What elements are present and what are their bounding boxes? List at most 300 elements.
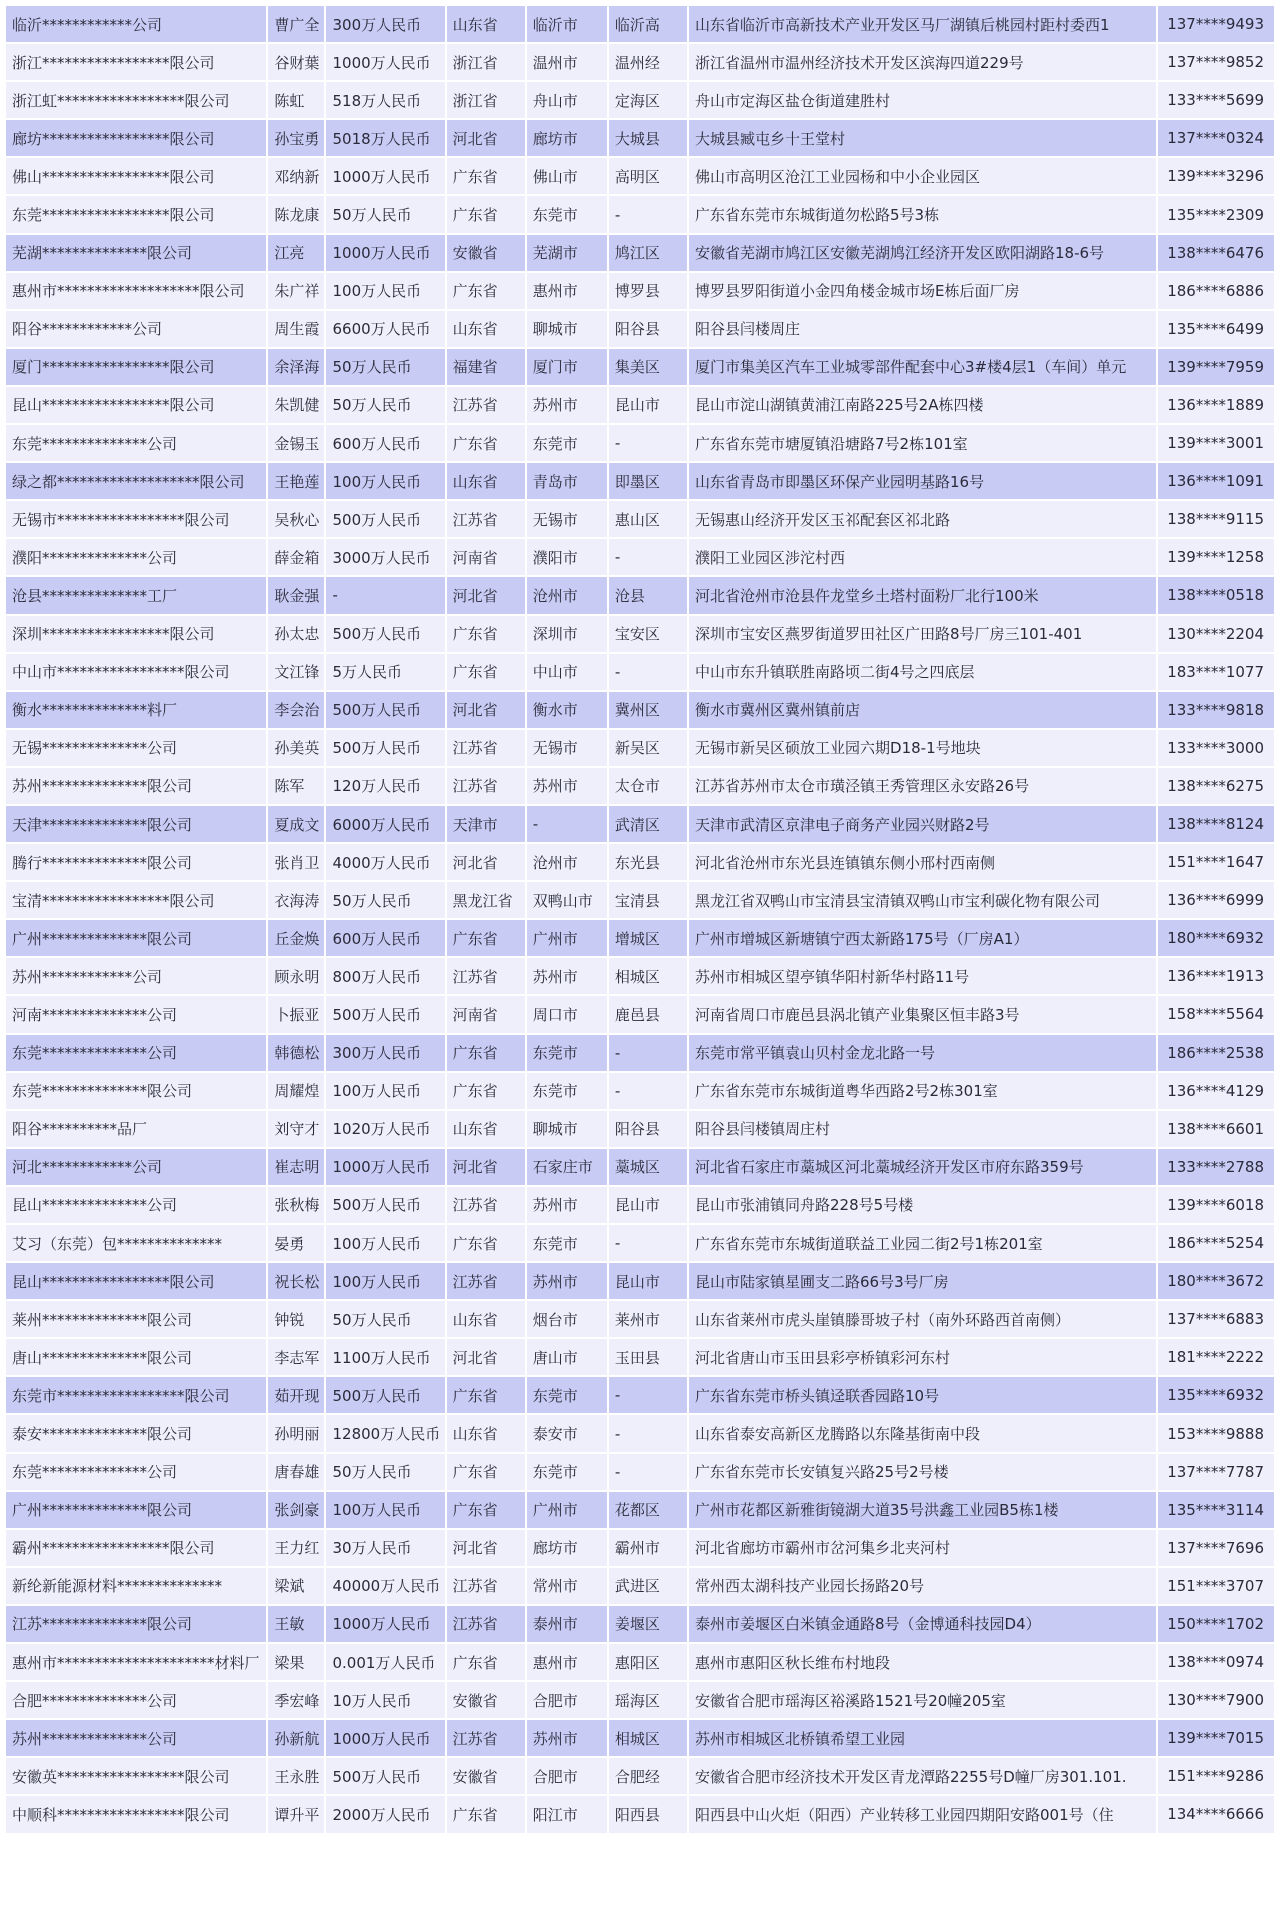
company-name-cell: 昆山*****************限公司 xyxy=(6,1263,266,1299)
company-name-cell: 浙江*****************限公司 xyxy=(6,44,266,80)
address-cell: 河北省廊坊市霸州市岔河集乡北夹河村 xyxy=(689,1530,1156,1566)
address-cell: 深圳市宝安区燕罗街道罗田社区广田路8号厂房三101-401 xyxy=(689,616,1156,652)
district-cell: 惠山区 xyxy=(609,501,687,537)
legal-representative-cell: 丘金焕 xyxy=(268,920,324,956)
address-cell: 安徽省合肥市瑶海区裕溪路1521号20幢205室 xyxy=(689,1682,1156,1718)
registered-capital-cell: 50万人民币 xyxy=(326,1301,444,1337)
city-cell: 濮阳市 xyxy=(527,539,607,575)
phone-cell: 183****1077 xyxy=(1158,654,1274,690)
registered-capital-cell: 50万人民币 xyxy=(326,196,444,232)
district-cell: 温州经 xyxy=(609,44,687,80)
city-cell: 阳江市 xyxy=(527,1796,607,1832)
registered-capital-cell: 1000万人民币 xyxy=(326,1149,444,1185)
legal-representative-cell: 李会治 xyxy=(268,692,324,728)
registered-capital-cell: 50万人民币 xyxy=(326,349,444,385)
district-cell: 沧县 xyxy=(609,577,687,613)
district-cell: 新吴区 xyxy=(609,730,687,766)
table-row xyxy=(6,1720,1274,1756)
legal-representative-cell: 衣海涛 xyxy=(268,882,324,918)
phone-cell: 139****7015 xyxy=(1158,1720,1274,1756)
phone-cell: 138****9115 xyxy=(1158,501,1274,537)
address-cell: 苏州市相城区望亭镇华阳村新华村路11号 xyxy=(689,958,1156,994)
legal-representative-cell: 顾永明 xyxy=(268,958,324,994)
phone-cell: 136****1913 xyxy=(1158,958,1274,994)
address-cell: 广州市花都区新雅街镜湖大道35号洪鑫工业园B5栋1楼 xyxy=(689,1492,1156,1528)
phone-cell: 139****6018 xyxy=(1158,1187,1274,1223)
district-cell: 阳西县 xyxy=(609,1796,687,1832)
phone-cell: 137****0324 xyxy=(1158,120,1274,156)
company-name-cell: 阳谷**********品厂 xyxy=(6,1111,266,1147)
table-row xyxy=(6,577,1274,613)
district-cell: 临沂高 xyxy=(609,6,687,42)
district-cell: 太仓市 xyxy=(609,768,687,804)
city-cell: 舟山市 xyxy=(527,82,607,118)
district-cell: - xyxy=(609,1073,687,1109)
registered-capital-cell: 100万人民币 xyxy=(326,273,444,309)
district-cell: 阳谷县 xyxy=(609,1111,687,1147)
legal-representative-cell: 王敏 xyxy=(268,1606,324,1642)
province-cell: 安徽省 xyxy=(447,235,525,271)
city-cell: 沧州市 xyxy=(527,844,607,880)
district-cell: 武清区 xyxy=(609,806,687,842)
legal-representative-cell: 张剑豪 xyxy=(268,1492,324,1528)
district-cell: 大城县 xyxy=(609,120,687,156)
legal-representative-cell: 孙宝勇 xyxy=(268,120,324,156)
city-cell: 东莞市 xyxy=(527,1225,607,1261)
province-cell: 广东省 xyxy=(447,616,525,652)
company-name-cell: 阳谷************公司 xyxy=(6,311,266,347)
legal-representative-cell: 王力红 xyxy=(268,1530,324,1566)
table-row xyxy=(6,920,1274,956)
province-cell: 广东省 xyxy=(447,1454,525,1490)
legal-representative-cell: 谭升平 xyxy=(268,1796,324,1832)
province-cell: 江苏省 xyxy=(447,1606,525,1642)
province-cell: 安徽省 xyxy=(447,1682,525,1718)
phone-cell: 137****7787 xyxy=(1158,1454,1274,1490)
legal-representative-cell: 朱凯健 xyxy=(268,387,324,423)
city-cell: 东莞市 xyxy=(527,1035,607,1071)
phone-cell: 136****1091 xyxy=(1158,463,1274,499)
address-cell: 河北省唐山市玉田县彩亭桥镇彩河东村 xyxy=(689,1339,1156,1375)
table-row xyxy=(6,501,1274,537)
company-name-cell: 苏州**************公司 xyxy=(6,1720,266,1756)
registered-capital-cell: 500万人民币 xyxy=(326,1758,444,1794)
registered-capital-cell: 1020万人民币 xyxy=(326,1111,444,1147)
registered-capital-cell: 800万人民币 xyxy=(326,958,444,994)
city-cell: 苏州市 xyxy=(527,958,607,994)
province-cell: 广东省 xyxy=(447,1035,525,1071)
table-row xyxy=(6,463,1274,499)
table-row xyxy=(6,1530,1274,1566)
province-cell: 河南省 xyxy=(447,996,525,1032)
address-cell: 广州市增城区新塘镇宁西太新路175号（厂房A1） xyxy=(689,920,1156,956)
legal-representative-cell: 陈军 xyxy=(268,768,324,804)
registered-capital-cell: 500万人民币 xyxy=(326,1377,444,1413)
address-cell: 常州西太湖科技产业园长扬路20号 xyxy=(689,1568,1156,1604)
district-cell: 博罗县 xyxy=(609,273,687,309)
province-cell: 广东省 xyxy=(447,654,525,690)
address-cell: 浙江省温州市温州经济技术开发区滨海四道229号 xyxy=(689,44,1156,80)
legal-representative-cell: 王永胜 xyxy=(268,1758,324,1794)
registered-capital-cell: 2000万人民币 xyxy=(326,1796,444,1832)
province-cell: 河北省 xyxy=(447,1530,525,1566)
address-cell: 无锡市新吴区硕放工业园六期D18-1号地块 xyxy=(689,730,1156,766)
province-cell: 河北省 xyxy=(447,1339,525,1375)
legal-representative-cell: 孙新航 xyxy=(268,1720,324,1756)
district-cell: - xyxy=(609,425,687,461)
phone-cell: 133****2788 xyxy=(1158,1149,1274,1185)
address-cell: 河北省石家庄市藁城区河北藁城经济开发区市府东路359号 xyxy=(689,1149,1156,1185)
table-row xyxy=(6,539,1274,575)
table-row xyxy=(6,1644,1274,1680)
registered-capital-cell: 6600万人民币 xyxy=(326,311,444,347)
city-cell: 衡水市 xyxy=(527,692,607,728)
registered-capital-cell: 12800万人民币 xyxy=(326,1415,444,1451)
registered-capital-cell: 30万人民币 xyxy=(326,1530,444,1566)
district-cell: 霸州市 xyxy=(609,1530,687,1566)
address-cell: 安徽省芜湖市鸠江区安徽芜湖鸠江经济开发区欧阳湖路18-6号 xyxy=(689,235,1156,271)
company-name-cell: 广州**************限公司 xyxy=(6,1492,266,1528)
phone-cell: 138****0974 xyxy=(1158,1644,1274,1680)
address-cell: 山东省青岛市即墨区环保产业园明基路16号 xyxy=(689,463,1156,499)
legal-representative-cell: 邓纳新 xyxy=(268,158,324,194)
legal-representative-cell: 梁果 xyxy=(268,1644,324,1680)
phone-cell: 180****6932 xyxy=(1158,920,1274,956)
province-cell: 黑龙江省 xyxy=(447,882,525,918)
legal-representative-cell: 金锡玉 xyxy=(268,425,324,461)
province-cell: 广东省 xyxy=(447,1492,525,1528)
district-cell: 相城区 xyxy=(609,958,687,994)
legal-representative-cell: 余泽海 xyxy=(268,349,324,385)
table-row xyxy=(6,1377,1274,1413)
company-name-cell: 无锡市*****************限公司 xyxy=(6,501,266,537)
company-name-cell: 苏州************公司 xyxy=(6,958,266,994)
table-row xyxy=(6,1758,1274,1794)
phone-cell: 138****0518 xyxy=(1158,577,1274,613)
address-cell: 山东省泰安高新区龙腾路以东隆基街南中段 xyxy=(689,1415,1156,1451)
phone-cell: 137****7696 xyxy=(1158,1530,1274,1566)
district-cell: 增城区 xyxy=(609,920,687,956)
phone-cell: 139****7959 xyxy=(1158,349,1274,385)
legal-representative-cell: 孙美英 xyxy=(268,730,324,766)
phone-cell: 130****7900 xyxy=(1158,1682,1274,1718)
district-cell: 鹿邑县 xyxy=(609,996,687,1032)
district-cell: 宝清县 xyxy=(609,882,687,918)
province-cell: 福建省 xyxy=(447,349,525,385)
address-cell: 广东省东莞市东城街道联益工业园二街2号1栋201室 xyxy=(689,1225,1156,1261)
table-row xyxy=(6,1111,1274,1147)
city-cell: 沧州市 xyxy=(527,577,607,613)
district-cell: 相城区 xyxy=(609,1720,687,1756)
company-name-cell: 中顺科*****************限公司 xyxy=(6,1796,266,1832)
province-cell: 浙江省 xyxy=(447,44,525,80)
city-cell: 苏州市 xyxy=(527,768,607,804)
table-row xyxy=(6,311,1274,347)
phone-cell: 151****1647 xyxy=(1158,844,1274,880)
address-cell: 山东省临沂市高新技术产业开发区马厂湖镇后桃园村距村委西1 xyxy=(689,6,1156,42)
address-cell: 惠州市惠阳区秋长维布村地段 xyxy=(689,1644,1156,1680)
table-row xyxy=(6,120,1274,156)
registered-capital-cell: 10万人民币 xyxy=(326,1682,444,1718)
district-cell: 宝安区 xyxy=(609,616,687,652)
legal-representative-cell: 刘守才 xyxy=(268,1111,324,1147)
province-cell: 浙江省 xyxy=(447,82,525,118)
legal-representative-cell: 季宏峰 xyxy=(268,1682,324,1718)
city-cell: 东莞市 xyxy=(527,1454,607,1490)
province-cell: 山东省 xyxy=(447,1415,525,1451)
company-name-cell: 深圳*****************限公司 xyxy=(6,616,266,652)
address-cell: 舟山市定海区盐仓街道建胜村 xyxy=(689,82,1156,118)
district-cell: 冀州区 xyxy=(609,692,687,728)
registered-capital-cell: 1000万人民币 xyxy=(326,158,444,194)
province-cell: 广东省 xyxy=(447,1796,525,1832)
table-row xyxy=(6,1796,1274,1832)
district-cell: 定海区 xyxy=(609,82,687,118)
table-row xyxy=(6,273,1274,309)
district-cell: 莱州市 xyxy=(609,1301,687,1337)
company-name-cell: 佛山*****************限公司 xyxy=(6,158,266,194)
city-cell: 石家庄市 xyxy=(527,1149,607,1185)
legal-representative-cell: 谷财葉 xyxy=(268,44,324,80)
company-name-cell: 东莞市*****************限公司 xyxy=(6,1377,266,1413)
company-table xyxy=(4,4,1276,1835)
phone-cell: 136****6999 xyxy=(1158,882,1274,918)
registered-capital-cell: - xyxy=(326,577,444,613)
phone-cell: 133****9818 xyxy=(1158,692,1274,728)
table-row xyxy=(6,44,1274,80)
table-row xyxy=(6,1225,1274,1261)
phone-cell: 138****8124 xyxy=(1158,806,1274,842)
province-cell: 广东省 xyxy=(447,1225,525,1261)
table-row xyxy=(6,82,1274,118)
address-cell: 广东省东莞市东城街道粤华西路2号2栋301室 xyxy=(689,1073,1156,1109)
table-row xyxy=(6,1073,1274,1109)
legal-representative-cell: 晏勇 xyxy=(268,1225,324,1261)
province-cell: 江苏省 xyxy=(447,1187,525,1223)
city-cell: 泰安市 xyxy=(527,1415,607,1451)
city-cell: 东莞市 xyxy=(527,1377,607,1413)
company-name-cell: 江苏**************限公司 xyxy=(6,1606,266,1642)
city-cell: 深圳市 xyxy=(527,616,607,652)
registered-capital-cell: 100万人民币 xyxy=(326,463,444,499)
city-cell: 温州市 xyxy=(527,44,607,80)
registered-capital-cell: 120万人民币 xyxy=(326,768,444,804)
city-cell: 泰州市 xyxy=(527,1606,607,1642)
registered-capital-cell: 500万人民币 xyxy=(326,692,444,728)
company-name-cell: 绿之都*******************限公司 xyxy=(6,463,266,499)
city-cell: 聊城市 xyxy=(527,311,607,347)
district-cell: 昆山市 xyxy=(609,1263,687,1299)
city-cell: 合肥市 xyxy=(527,1682,607,1718)
phone-cell: 130****2204 xyxy=(1158,616,1274,652)
table-row xyxy=(6,1568,1274,1604)
company-name-cell: 东莞**************公司 xyxy=(6,425,266,461)
address-cell: 河北省沧州市东光县连镇镇东侧小邢村西南侧 xyxy=(689,844,1156,880)
registered-capital-cell: 1100万人民币 xyxy=(326,1339,444,1375)
legal-representative-cell: 曹广全 xyxy=(268,6,324,42)
phone-cell: 158****5564 xyxy=(1158,996,1274,1032)
city-cell: 惠州市 xyxy=(527,1644,607,1680)
legal-representative-cell: 吴秋心 xyxy=(268,501,324,537)
address-cell: 广东省东莞市塘厦镇沿塘路7号2栋101室 xyxy=(689,425,1156,461)
company-name-cell: 东莞*****************限公司 xyxy=(6,196,266,232)
address-cell: 天津市武清区京津电子商务产业园兴财路2号 xyxy=(689,806,1156,842)
city-cell: 无锡市 xyxy=(527,730,607,766)
legal-representative-cell: 孙明丽 xyxy=(268,1415,324,1451)
legal-representative-cell: 陈虹 xyxy=(268,82,324,118)
city-cell: 佛山市 xyxy=(527,158,607,194)
company-name-cell: 东莞**************限公司 xyxy=(6,1073,266,1109)
address-cell: 佛山市高明区沧江工业园杨和中小企业园区 xyxy=(689,158,1156,194)
address-cell: 安徽省合肥市经济技术开发区青龙潭路2255号D幢厂房301.101. xyxy=(689,1758,1156,1794)
city-cell: 芜湖市 xyxy=(527,235,607,271)
address-cell: 无锡惠山经济开发区玉祁配套区祁北路 xyxy=(689,501,1156,537)
registered-capital-cell: 4000万人民币 xyxy=(326,844,444,880)
table-row xyxy=(6,806,1274,842)
phone-cell: 133****5699 xyxy=(1158,82,1274,118)
company-name-cell: 惠州市*******************限公司 xyxy=(6,273,266,309)
city-cell: 广州市 xyxy=(527,920,607,956)
legal-representative-cell: 钟锐 xyxy=(268,1301,324,1337)
table-row xyxy=(6,692,1274,728)
phone-cell: 153****9888 xyxy=(1158,1415,1274,1451)
table-row xyxy=(6,1606,1274,1642)
address-cell: 山东省莱州市虎头崖镇滕哥坡子村（南外环路西首南侧） xyxy=(689,1301,1156,1337)
city-cell: 常州市 xyxy=(527,1568,607,1604)
registered-capital-cell: 500万人民币 xyxy=(326,501,444,537)
table-row xyxy=(6,1263,1274,1299)
province-cell: 河北省 xyxy=(447,120,525,156)
table-row xyxy=(6,1187,1274,1223)
legal-representative-cell: 周耀煌 xyxy=(268,1073,324,1109)
district-cell: 花都区 xyxy=(609,1492,687,1528)
province-cell: 广东省 xyxy=(447,158,525,194)
district-cell: 昆山市 xyxy=(609,1187,687,1223)
address-cell: 衡水市冀州区冀州镇前店 xyxy=(689,692,1156,728)
province-cell: 广东省 xyxy=(447,1377,525,1413)
city-cell: 聊城市 xyxy=(527,1111,607,1147)
company-name-cell: 河北************公司 xyxy=(6,1149,266,1185)
province-cell: 山东省 xyxy=(447,1111,525,1147)
registered-capital-cell: 600万人民币 xyxy=(326,425,444,461)
legal-representative-cell: 茹开现 xyxy=(268,1377,324,1413)
phone-cell: 139****1258 xyxy=(1158,539,1274,575)
legal-representative-cell: 文江锋 xyxy=(268,654,324,690)
province-cell: 广东省 xyxy=(447,425,525,461)
province-cell: 广东省 xyxy=(447,196,525,232)
legal-representative-cell: 孙太忠 xyxy=(268,616,324,652)
phone-cell: 139****3001 xyxy=(1158,425,1274,461)
legal-representative-cell: 祝长松 xyxy=(268,1263,324,1299)
table-row xyxy=(6,1682,1274,1718)
registered-capital-cell: 1000万人民币 xyxy=(326,1606,444,1642)
address-cell: 河北省沧州市沧县仵龙堂乡土塔村面粉厂北行100米 xyxy=(689,577,1156,613)
district-cell: - xyxy=(609,654,687,690)
table-row xyxy=(6,882,1274,918)
address-cell: 广东省东莞市桥头镇迳联香园路10号 xyxy=(689,1377,1156,1413)
province-cell: 江苏省 xyxy=(447,1720,525,1756)
table-row xyxy=(6,235,1274,271)
company-name-cell: 衡水**************料厂 xyxy=(6,692,266,728)
address-cell: 昆山市张浦镇同舟路228号5号楼 xyxy=(689,1187,1156,1223)
legal-representative-cell: 江亮 xyxy=(268,235,324,271)
province-cell: 天津市 xyxy=(447,806,525,842)
district-cell: 藁城区 xyxy=(609,1149,687,1185)
city-cell: - xyxy=(527,806,607,842)
district-cell: 高明区 xyxy=(609,158,687,194)
province-cell: 河南省 xyxy=(447,539,525,575)
address-cell: 泰州市姜堰区白米镇金通路8号（金博通科技园D4） xyxy=(689,1606,1156,1642)
table-row xyxy=(6,616,1274,652)
district-cell: - xyxy=(609,1415,687,1451)
registered-capital-cell: 1000万人民币 xyxy=(326,235,444,271)
table-row xyxy=(6,1454,1274,1490)
city-cell: 合肥市 xyxy=(527,1758,607,1794)
district-cell: 姜堰区 xyxy=(609,1606,687,1642)
address-cell: 昆山市陆家镇星圃支二路66号3号厂房 xyxy=(689,1263,1156,1299)
address-cell: 阳谷县闫楼镇周庄村 xyxy=(689,1111,1156,1147)
address-cell: 中山市东升镇联胜南路顷二街4号之四底层 xyxy=(689,654,1156,690)
district-cell: 武进区 xyxy=(609,1568,687,1604)
district-cell: - xyxy=(609,1454,687,1490)
phone-cell: 135****6499 xyxy=(1158,311,1274,347)
district-cell: 瑶海区 xyxy=(609,1682,687,1718)
phone-cell: 186****2538 xyxy=(1158,1035,1274,1071)
table-row xyxy=(6,958,1274,994)
city-cell: 青岛市 xyxy=(527,463,607,499)
company-name-cell: 芜湖**************限公司 xyxy=(6,235,266,271)
registered-capital-cell: 5018万人民币 xyxy=(326,120,444,156)
province-cell: 江苏省 xyxy=(447,1568,525,1604)
city-cell: 唐山市 xyxy=(527,1339,607,1375)
company-name-cell: 唐山**************限公司 xyxy=(6,1339,266,1375)
address-cell: 苏州市相城区北桥镇希望工业园 xyxy=(689,1720,1156,1756)
phone-cell: 180****3672 xyxy=(1158,1263,1274,1299)
city-cell: 苏州市 xyxy=(527,1187,607,1223)
company-name-cell: 濮阳**************公司 xyxy=(6,539,266,575)
company-name-cell: 宝清*****************限公司 xyxy=(6,882,266,918)
district-cell: - xyxy=(609,539,687,575)
province-cell: 河北省 xyxy=(447,844,525,880)
legal-representative-cell: 梁斌 xyxy=(268,1568,324,1604)
address-cell: 厦门市集美区汽车工业城零部件配套中心3#楼4层1（车间）单元 xyxy=(689,349,1156,385)
phone-cell: 135****3114 xyxy=(1158,1492,1274,1528)
company-name-cell: 昆山*****************限公司 xyxy=(6,387,266,423)
table-row xyxy=(6,1149,1274,1185)
legal-representative-cell: 耿金强 xyxy=(268,577,324,613)
registered-capital-cell: 100万人民币 xyxy=(326,1225,444,1261)
city-cell: 廊坊市 xyxy=(527,120,607,156)
phone-cell: 136****1889 xyxy=(1158,387,1274,423)
phone-cell: 136****4129 xyxy=(1158,1073,1274,1109)
company-name-cell: 东莞**************公司 xyxy=(6,1035,266,1071)
province-cell: 河北省 xyxy=(447,577,525,613)
city-cell: 东莞市 xyxy=(527,196,607,232)
company-name-cell: 莱州**************限公司 xyxy=(6,1301,266,1337)
province-cell: 山东省 xyxy=(447,463,525,499)
registered-capital-cell: 40000万人民币 xyxy=(326,1568,444,1604)
district-cell: - xyxy=(609,196,687,232)
city-cell: 惠州市 xyxy=(527,273,607,309)
province-cell: 河北省 xyxy=(447,692,525,728)
registered-capital-cell: 50万人民币 xyxy=(326,1454,444,1490)
phone-cell: 186****5254 xyxy=(1158,1225,1274,1261)
phone-cell: 137****9852 xyxy=(1158,44,1274,80)
address-cell: 阳西县中山火炬（阳西）产业转移工业园四期阳安路001号（住 xyxy=(689,1796,1156,1832)
company-name-cell: 天津**************限公司 xyxy=(6,806,266,842)
phone-cell: 135****6932 xyxy=(1158,1377,1274,1413)
company-name-cell: 河南**************公司 xyxy=(6,996,266,1032)
